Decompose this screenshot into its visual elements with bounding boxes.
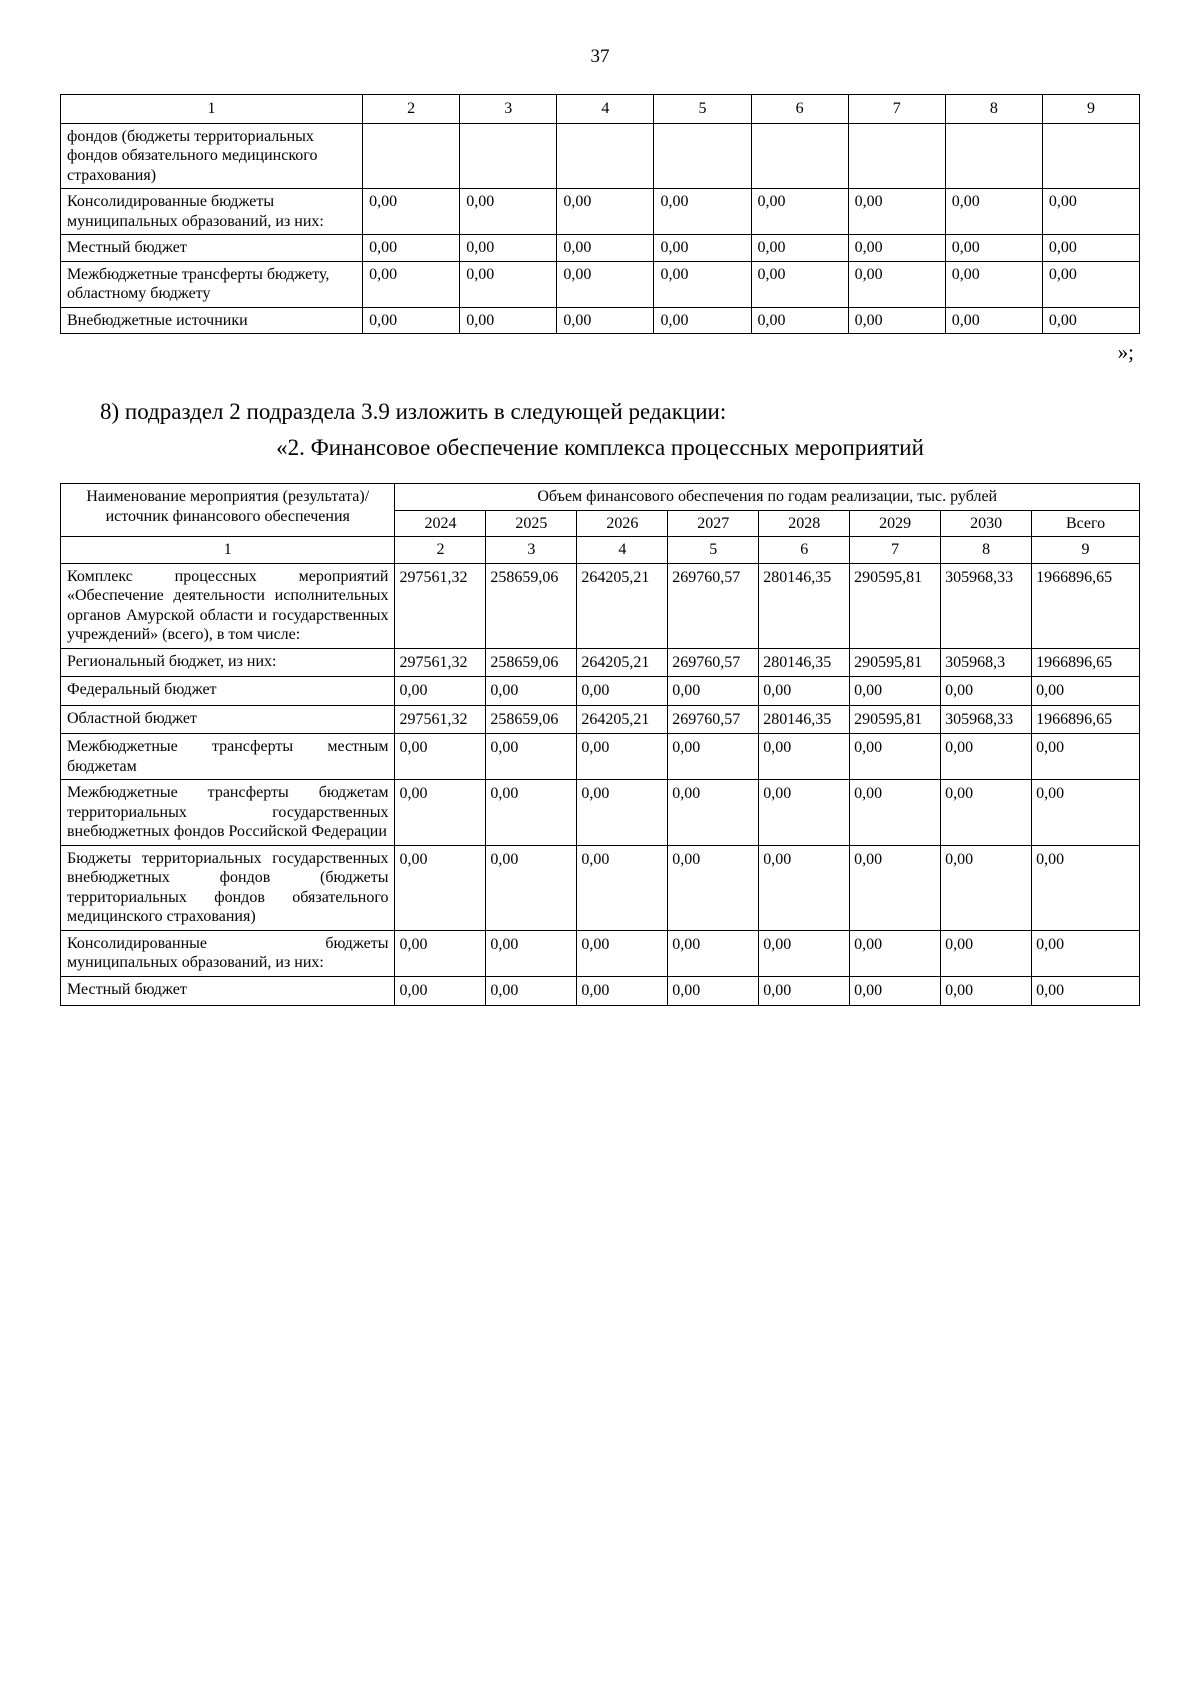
column-index: 5 — [668, 537, 759, 564]
value-cell: 0,00 — [486, 734, 577, 780]
value-cell: 0,00 — [848, 235, 945, 262]
column-index: 7 — [848, 95, 945, 124]
table-row — [61, 307, 1140, 334]
table-row — [61, 235, 1140, 262]
value-cell — [751, 123, 848, 189]
value-cell: 0,00 — [460, 261, 557, 307]
value-cell: 0,00 — [945, 189, 1042, 235]
value-cell: 290595,81 — [850, 563, 941, 648]
value-cell: 0,00 — [577, 677, 668, 706]
value-cell: 0,00 — [941, 780, 1032, 846]
year-header: 2024 — [395, 510, 486, 537]
row-name-cell: Консолидированные бюджеты муниципальных образований, из них: — [61, 189, 363, 235]
value-cell: 258659,06 — [486, 705, 577, 734]
value-cell: 0,00 — [668, 780, 759, 846]
amendment-instruction: 8) подраздел 2 подраздела 3.9 изложить в следующей редакции: — [100, 399, 727, 425]
value-cell: 0,00 — [654, 189, 751, 235]
row-name-cell: фондов (бюджеты территориальных фондов обязательного медицинского страхования) — [61, 123, 363, 189]
table-row — [61, 123, 1140, 189]
value-cell: 280146,35 — [759, 563, 850, 648]
row-name-cell: Федеральный бюджет — [61, 677, 395, 706]
value-cell: 0,00 — [668, 976, 759, 1005]
year-header: 2028 — [759, 510, 850, 537]
total-value-cell: 1966896,65 — [1032, 648, 1140, 677]
value-cell: 0,00 — [850, 780, 941, 846]
value-cell: 0,00 — [363, 189, 460, 235]
value-cell: 0,00 — [460, 235, 557, 262]
value-cell: 0,00 — [1042, 189, 1139, 235]
table-row — [61, 705, 1140, 734]
row-name-cell: Внебюджетные источники — [61, 307, 363, 334]
value-cell: 0,00 — [850, 845, 941, 930]
value-cell: 0,00 — [850, 930, 941, 976]
column-index: 3 — [486, 537, 577, 564]
value-cell: 0,00 — [460, 189, 557, 235]
year-header: 2027 — [668, 510, 759, 537]
value-cell: 0,00 — [751, 261, 848, 307]
value-cell: 0,00 — [577, 845, 668, 930]
column-index: 9 — [1032, 537, 1140, 564]
value-cell: 0,00 — [941, 677, 1032, 706]
value-cell: 0,00 — [945, 307, 1042, 334]
value-cell: 0,00 — [941, 976, 1032, 1005]
value-cell: 290595,81 — [850, 648, 941, 677]
value-cell: 0,00 — [759, 677, 850, 706]
section-title: «2. Финансовое обеспечение комплекса процессных мероприятий — [276, 435, 924, 461]
value-cell: 269760,57 — [668, 648, 759, 677]
year-header: 2025 — [486, 510, 577, 537]
value-cell: 297561,32 — [395, 648, 486, 677]
column-index: 5 — [654, 95, 751, 124]
value-cell — [363, 123, 460, 189]
value-cell: 0,00 — [460, 307, 557, 334]
value-cell: 0,00 — [751, 235, 848, 262]
value-cell: 0,00 — [395, 677, 486, 706]
value-cell: 0,00 — [668, 845, 759, 930]
value-cell: 0,00 — [395, 976, 486, 1005]
process-measures-financing-table — [60, 483, 1140, 1005]
value-cell — [945, 123, 1042, 189]
value-cell: 0,00 — [557, 307, 654, 334]
value-cell: 0,00 — [654, 235, 751, 262]
row-name-cell: Местный бюджет — [61, 235, 363, 262]
row-name-cell: Комплекс процессных мероприятий «Обеспечение деятельности исполнительных органов Амурской области и государственных учреждений» (всего), в том числе: — [61, 563, 395, 648]
value-cell — [557, 123, 654, 189]
financing-volume-header: Объем финансового обеспечения по годам реализации, тыс. рублей — [395, 484, 1140, 511]
value-cell: 0,00 — [759, 780, 850, 846]
value-cell: 0,00 — [557, 189, 654, 235]
value-cell: 0,00 — [486, 930, 577, 976]
value-cell: 0,00 — [1042, 235, 1139, 262]
value-cell: 0,00 — [577, 976, 668, 1005]
value-cell: 305968,33 — [941, 705, 1032, 734]
value-cell: 0,00 — [1042, 261, 1139, 307]
value-cell: 0,00 — [654, 307, 751, 334]
value-cell: 0,00 — [848, 307, 945, 334]
value-cell: 0,00 — [850, 976, 941, 1005]
value-cell: 258659,06 — [486, 648, 577, 677]
total-value-cell: 0,00 — [1032, 845, 1140, 930]
value-cell: 0,00 — [486, 976, 577, 1005]
value-cell: 0,00 — [759, 845, 850, 930]
table-row — [61, 677, 1140, 706]
table-row — [61, 780, 1140, 846]
value-cell: 0,00 — [941, 930, 1032, 976]
column-index: 8 — [941, 537, 1032, 564]
value-cell: 0,00 — [848, 261, 945, 307]
value-cell: 0,00 — [395, 930, 486, 976]
year-header: 2030 — [941, 510, 1032, 537]
value-cell: 0,00 — [557, 261, 654, 307]
row-name-cell: Бюджеты территориальных государственных внебюджетных фондов (бюджеты территориальных фондов обязательного медицинского страхования) — [61, 845, 395, 930]
value-cell: 0,00 — [850, 677, 941, 706]
value-cell: 0,00 — [395, 845, 486, 930]
table-row — [61, 648, 1140, 677]
value-cell: 305968,33 — [941, 563, 1032, 648]
year-header: 2029 — [850, 510, 941, 537]
value-cell: 297561,32 — [395, 563, 486, 648]
value-cell: 0,00 — [577, 780, 668, 846]
value-cell: 0,00 — [850, 734, 941, 780]
value-cell: 0,00 — [1042, 307, 1139, 334]
total-value-cell: 0,00 — [1032, 780, 1140, 846]
column-index: 6 — [759, 537, 850, 564]
value-cell: 280146,35 — [759, 705, 850, 734]
year-header: 2026 — [577, 510, 668, 537]
row-name-cell: Областной бюджет — [61, 705, 395, 734]
table-row — [61, 189, 1140, 235]
total-value-cell: 0,00 — [1032, 976, 1140, 1005]
column-index: 2 — [363, 95, 460, 124]
column-index: 2 — [395, 537, 486, 564]
value-cell: 0,00 — [577, 734, 668, 780]
column-index-row — [61, 95, 1140, 124]
value-cell: 258659,06 — [486, 563, 577, 648]
table-row — [61, 563, 1140, 648]
value-cell: 290595,81 — [850, 705, 941, 734]
value-cell — [460, 123, 557, 189]
value-cell: 280146,35 — [759, 648, 850, 677]
value-cell — [848, 123, 945, 189]
value-cell: 0,00 — [848, 189, 945, 235]
row-name-cell: Местный бюджет — [61, 976, 395, 1005]
budget-sources-table-continued — [60, 94, 1140, 334]
table-row — [61, 845, 1140, 930]
column-index: 9 — [1042, 95, 1139, 124]
table-row — [61, 930, 1140, 976]
value-cell: 0,00 — [945, 235, 1042, 262]
column-index: 1 — [61, 95, 363, 124]
column-index: 3 — [460, 95, 557, 124]
total-value-cell: 0,00 — [1032, 677, 1140, 706]
value-cell: 0,00 — [486, 845, 577, 930]
table-row — [61, 976, 1140, 1005]
page-number: 37 — [590, 46, 610, 67]
value-cell: 0,00 — [363, 261, 460, 307]
value-cell: 0,00 — [759, 734, 850, 780]
header-row-group — [61, 484, 1140, 511]
column-index: 6 — [751, 95, 848, 124]
value-cell: 0,00 — [668, 734, 759, 780]
value-cell: 0,00 — [941, 734, 1032, 780]
value-cell: 305968,3 — [941, 648, 1032, 677]
value-cell: 0,00 — [941, 845, 1032, 930]
table-row — [61, 734, 1140, 780]
value-cell: 0,00 — [654, 261, 751, 307]
total-value-cell: 0,00 — [1032, 734, 1140, 780]
value-cell: 0,00 — [668, 930, 759, 976]
value-cell — [1042, 123, 1139, 189]
total-value-cell: 0,00 — [1032, 930, 1140, 976]
total-header: Всего — [1032, 510, 1140, 537]
column-index: 8 — [945, 95, 1042, 124]
row-name-cell: Региональный бюджет, из них: — [61, 648, 395, 677]
value-cell: 264205,21 — [577, 563, 668, 648]
column-index: 1 — [61, 537, 395, 564]
value-cell: 0,00 — [577, 930, 668, 976]
column-index: 7 — [850, 537, 941, 564]
value-cell: 264205,21 — [577, 648, 668, 677]
value-cell: 0,00 — [363, 307, 460, 334]
value-cell: 269760,57 — [668, 705, 759, 734]
value-cell — [654, 123, 751, 189]
row-name-cell: Межбюджетные трансферты бюджету, областному бюджету — [61, 261, 363, 307]
total-value-cell: 1966896,65 — [1032, 705, 1140, 734]
value-cell: 0,00 — [751, 189, 848, 235]
value-cell: 0,00 — [759, 930, 850, 976]
name-column-header: Наименование мероприятия (результата)/ источник финансового обеспечения — [61, 484, 395, 537]
row-name-cell: Консолидированные бюджеты муниципальных образований, из них: — [61, 930, 395, 976]
quote-closing-mark: »; — [1117, 340, 1134, 365]
value-cell: 0,00 — [668, 677, 759, 706]
value-cell: 264205,21 — [577, 705, 668, 734]
value-cell: 297561,32 — [395, 705, 486, 734]
value-cell: 0,00 — [945, 261, 1042, 307]
table-row — [61, 261, 1140, 307]
value-cell: 0,00 — [486, 780, 577, 846]
value-cell: 0,00 — [759, 976, 850, 1005]
value-cell: 0,00 — [751, 307, 848, 334]
total-value-cell: 1966896,65 — [1032, 563, 1140, 648]
value-cell: 0,00 — [486, 677, 577, 706]
value-cell: 269760,57 — [668, 563, 759, 648]
value-cell: 0,00 — [395, 734, 486, 780]
column-index-row — [61, 537, 1140, 564]
column-index: 4 — [557, 95, 654, 124]
value-cell: 0,00 — [395, 780, 486, 846]
value-cell: 0,00 — [557, 235, 654, 262]
row-name-cell: Межбюджетные трансферты местным бюджетам — [61, 734, 395, 780]
value-cell: 0,00 — [363, 235, 460, 262]
row-name-cell: Межбюджетные трансферты бюджетам территориальных государственных внебюджетных фондов Российской Федерации — [61, 780, 395, 846]
column-index: 4 — [577, 537, 668, 564]
